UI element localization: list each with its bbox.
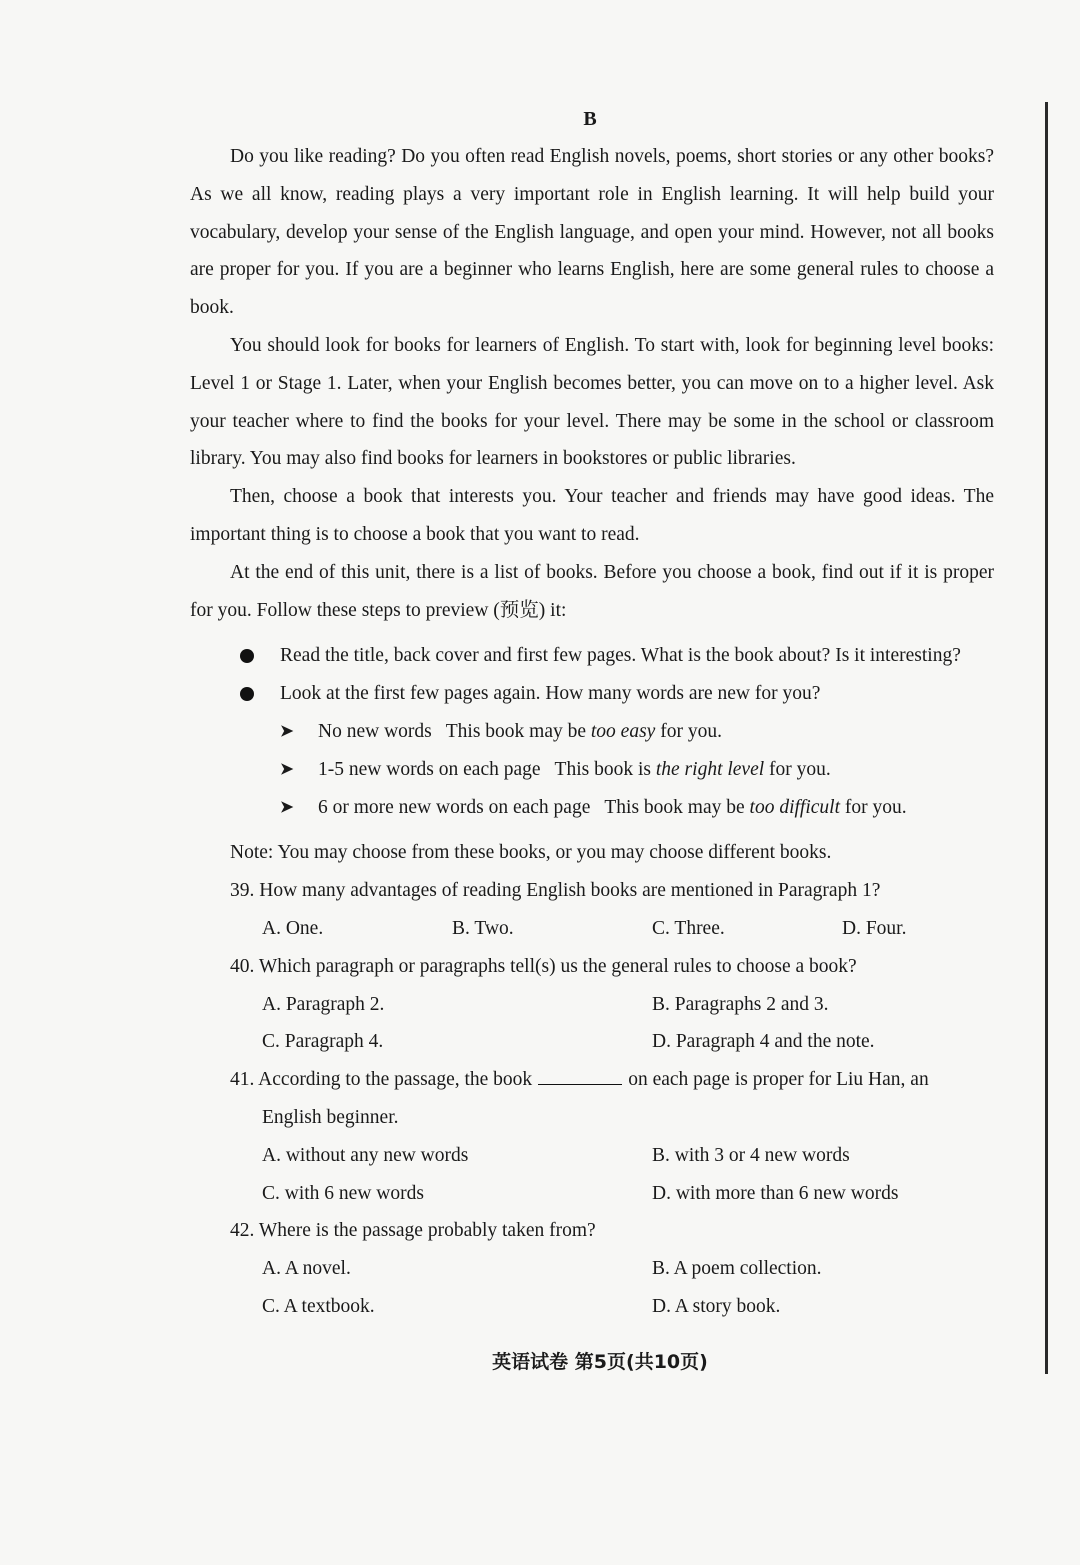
preview-steps	[190, 637, 994, 826]
arrow-icon: ➤	[280, 722, 294, 740]
margin-rule	[1045, 102, 1048, 1374]
question-41-stem-start: 41. According to the passage, the book	[230, 1069, 533, 1091]
option-a[interactable]: A. Paragraph 2.	[262, 993, 385, 1015]
rule-item	[280, 713, 994, 751]
option-b[interactable]: B. Two.	[452, 917, 514, 939]
rule-condition: No new words	[318, 720, 432, 742]
question-42: 42. Where is the passage probably taken from?	[230, 1220, 596, 1242]
note: Note: You may choose from these books, or you may choose different books.	[230, 842, 832, 864]
options-40	[190, 986, 994, 1062]
question-41-line2: English beginner.	[262, 1106, 399, 1128]
option-c[interactable]: C. Three.	[652, 917, 725, 939]
bullet-dot-icon	[240, 649, 254, 663]
page-footer: 英语试卷 第5页(共10页)	[492, 1351, 708, 1373]
section-label: B	[583, 108, 597, 130]
options-42	[190, 1250, 994, 1326]
rule-result-em: the right level	[655, 758, 765, 780]
bullet-dot-icon	[240, 687, 254, 701]
step-item	[240, 637, 994, 675]
option-b[interactable]: B. with 3 or 4 new words	[652, 1144, 850, 1166]
word-count-rules	[280, 713, 994, 826]
option-b[interactable]: B. Paragraphs 2 and 3.	[652, 993, 829, 1015]
rule-result-em: too difficult	[749, 796, 840, 818]
question-40: 40. Which paragraph or paragraphs tell(s) us the general rules to choose a book?	[230, 955, 857, 977]
rule-result-pre: This book may be	[604, 796, 750, 818]
paragraph-1: Do you like reading? Do you often read English novels, poems, short stories or any other books? As we all know, reading plays a very important role in English learning. It will help build your vocabulary, develop your sense of the English language, and open your mind. However, not all books are proper for you. If you are a beginner who learns English, here are some general rules to choose a book.	[190, 146, 994, 319]
arrow-icon: ➤	[280, 760, 294, 778]
option-a[interactable]: A. A novel.	[262, 1258, 351, 1280]
passage	[190, 138, 994, 1326]
question-41	[190, 1061, 994, 1099]
options-41	[190, 1137, 994, 1213]
paragraph-2: You should look for books for learners of English. To start with, look for beginning level books: Level 1 or Stage 1. Later, when your English becomes better, you can move on to a higher level. Ask your teacher where to find the books for your level. There may be some in the school or classroom library. You may also find books for learners in bookstores or public libraries.	[190, 334, 994, 470]
option-c[interactable]: C. Paragraph 4.	[262, 1031, 384, 1053]
rule-item	[280, 751, 994, 789]
arrow-icon: ➤	[280, 798, 294, 816]
rule-item	[280, 789, 994, 827]
rule-condition: 1-5 new words on each page	[318, 758, 541, 780]
question-39: 39. How many advantages of reading English books are mentioned in Paragraph 1?	[230, 880, 881, 902]
step-text: Read the title, back cover and first few pages. What is the book about? Is it interesting?	[280, 645, 961, 667]
paragraph-3: Then, choose a book that interests you. Your teacher and friends may have good ideas. The important thing is to choose a book that you want to read.	[190, 486, 994, 545]
options-39	[190, 910, 994, 948]
question-41-stem-end: on each page is proper for Liu Han, an	[628, 1069, 929, 1091]
option-c[interactable]: C. with 6 new words	[262, 1182, 424, 1204]
rule-result-post: for you.	[840, 796, 907, 818]
rule-condition: 6 or more new words on each page	[318, 796, 591, 818]
rule-result-post: for you.	[764, 758, 831, 780]
option-d[interactable]: D. Paragraph 4 and the note.	[652, 1031, 875, 1053]
rule-result-pre: This book may be	[445, 720, 591, 742]
option-d[interactable]: D. with more than 6 new words	[652, 1182, 899, 1204]
option-c[interactable]: C. A textbook.	[262, 1295, 375, 1317]
option-d[interactable]: D. A story book.	[652, 1295, 781, 1317]
option-a[interactable]: A. without any new words	[262, 1144, 469, 1166]
rule-result-post: for you.	[655, 720, 722, 742]
step-item	[240, 675, 994, 826]
paragraph-4: At the end of this unit, there is a list of books. Before you choose a book, find out if it is proper for you. Follow these steps to preview (预览) it:	[190, 561, 994, 621]
option-b[interactable]: B. A poem collection.	[652, 1258, 822, 1280]
rule-result-pre: This book is	[554, 758, 656, 780]
answer-blank	[538, 1062, 622, 1085]
rule-result-em: too easy	[590, 720, 656, 742]
option-a[interactable]: A. One.	[262, 917, 324, 939]
step-text: Look at the first few pages again. How many words are new for you?	[280, 683, 821, 705]
option-d[interactable]: D. Four.	[842, 917, 907, 939]
